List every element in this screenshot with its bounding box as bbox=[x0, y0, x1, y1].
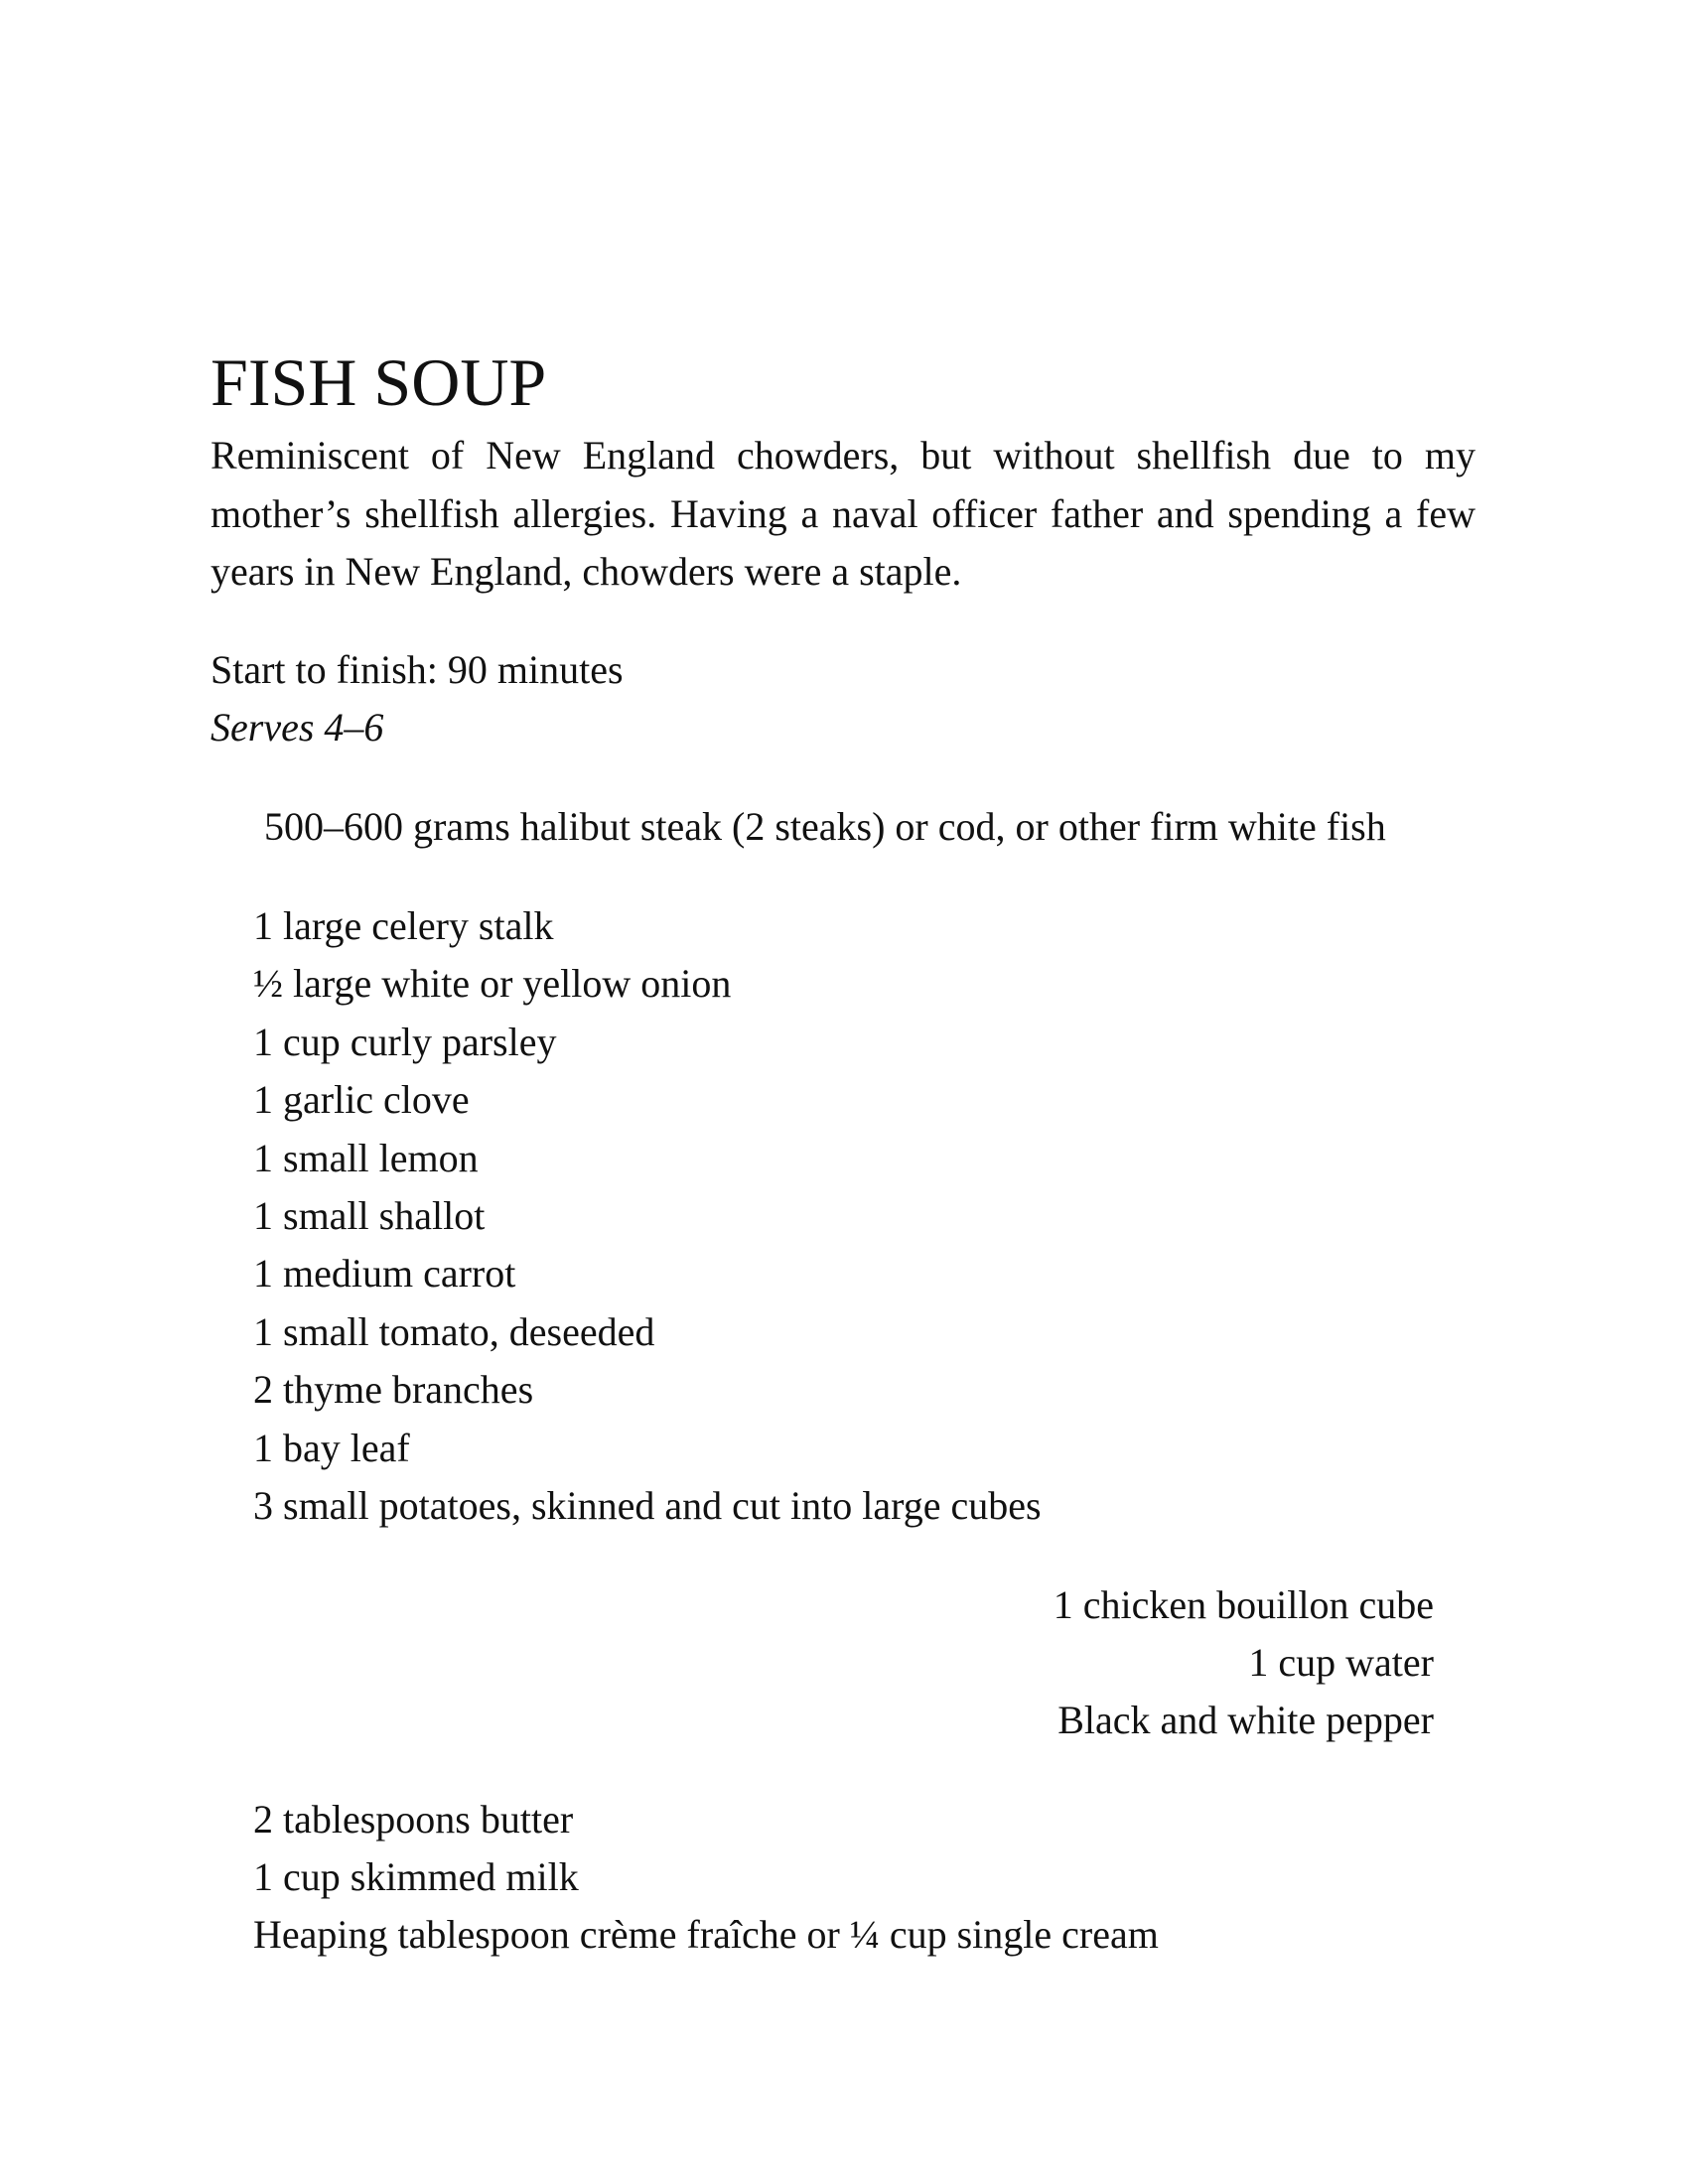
ingredient-item: 1 bay leaf bbox=[253, 1425, 410, 1470]
recipe-title: FISH SOUP bbox=[211, 344, 547, 420]
ingredient-item: 1 garlic clove bbox=[253, 1077, 470, 1123]
ingredient-item: 1 large celery stalk bbox=[253, 903, 554, 948]
ingredient-list-vegetables bbox=[253, 897, 1042, 1535]
ingredient-item: 1 medium carrot bbox=[253, 1251, 516, 1297]
ingredient-list-stock bbox=[1054, 1576, 1434, 1749]
ingredient-item: 3 small potatoes, skinned and cut into large cubes bbox=[253, 1483, 1042, 1529]
servings: Serves 4–6 bbox=[211, 705, 384, 750]
recipe-intro: Reminiscent of New England chowders, but without shellfish due to my mother’s shellfish allergies. Having a naval officer father and spending a few years in New England, chowders were a staple. bbox=[211, 433, 1476, 594]
ingredient-item: 1 cup skimmed milk bbox=[253, 1854, 579, 1899]
ingredient-item: Black and white pepper bbox=[1057, 1698, 1434, 1742]
ingredient-item: 1 cup water bbox=[1248, 1640, 1434, 1685]
ingredient-item: ½ large white or yellow onion bbox=[253, 961, 732, 1007]
ingredient-item: Heaping tablespoon crème fraîche or ¼ cup single cream bbox=[253, 1912, 1159, 1957]
ingredient-item: 2 tablespoons butter bbox=[253, 1797, 574, 1842]
ingredient-item: 1 small lemon bbox=[253, 1135, 479, 1180]
ingredient-fish: 500–600 grams halibut steak (2 steaks) or cod, or other firm white fish bbox=[264, 804, 1386, 849]
prep-time: Start to finish: 90 minutes bbox=[211, 647, 624, 692]
recipe-meta bbox=[211, 641, 624, 756]
ingredient-item: 1 small tomato, deseeded bbox=[253, 1308, 655, 1354]
ingredient-item: 1 chicken bouillon cube bbox=[1053, 1582, 1434, 1627]
ingredient-item: 2 thyme branches bbox=[253, 1367, 534, 1413]
ingredient-item: 1 small shallot bbox=[253, 1193, 486, 1239]
ingredient-list-dairy bbox=[253, 1791, 1159, 1964]
ingredient-item: 1 cup curly parsley bbox=[253, 1019, 557, 1064]
